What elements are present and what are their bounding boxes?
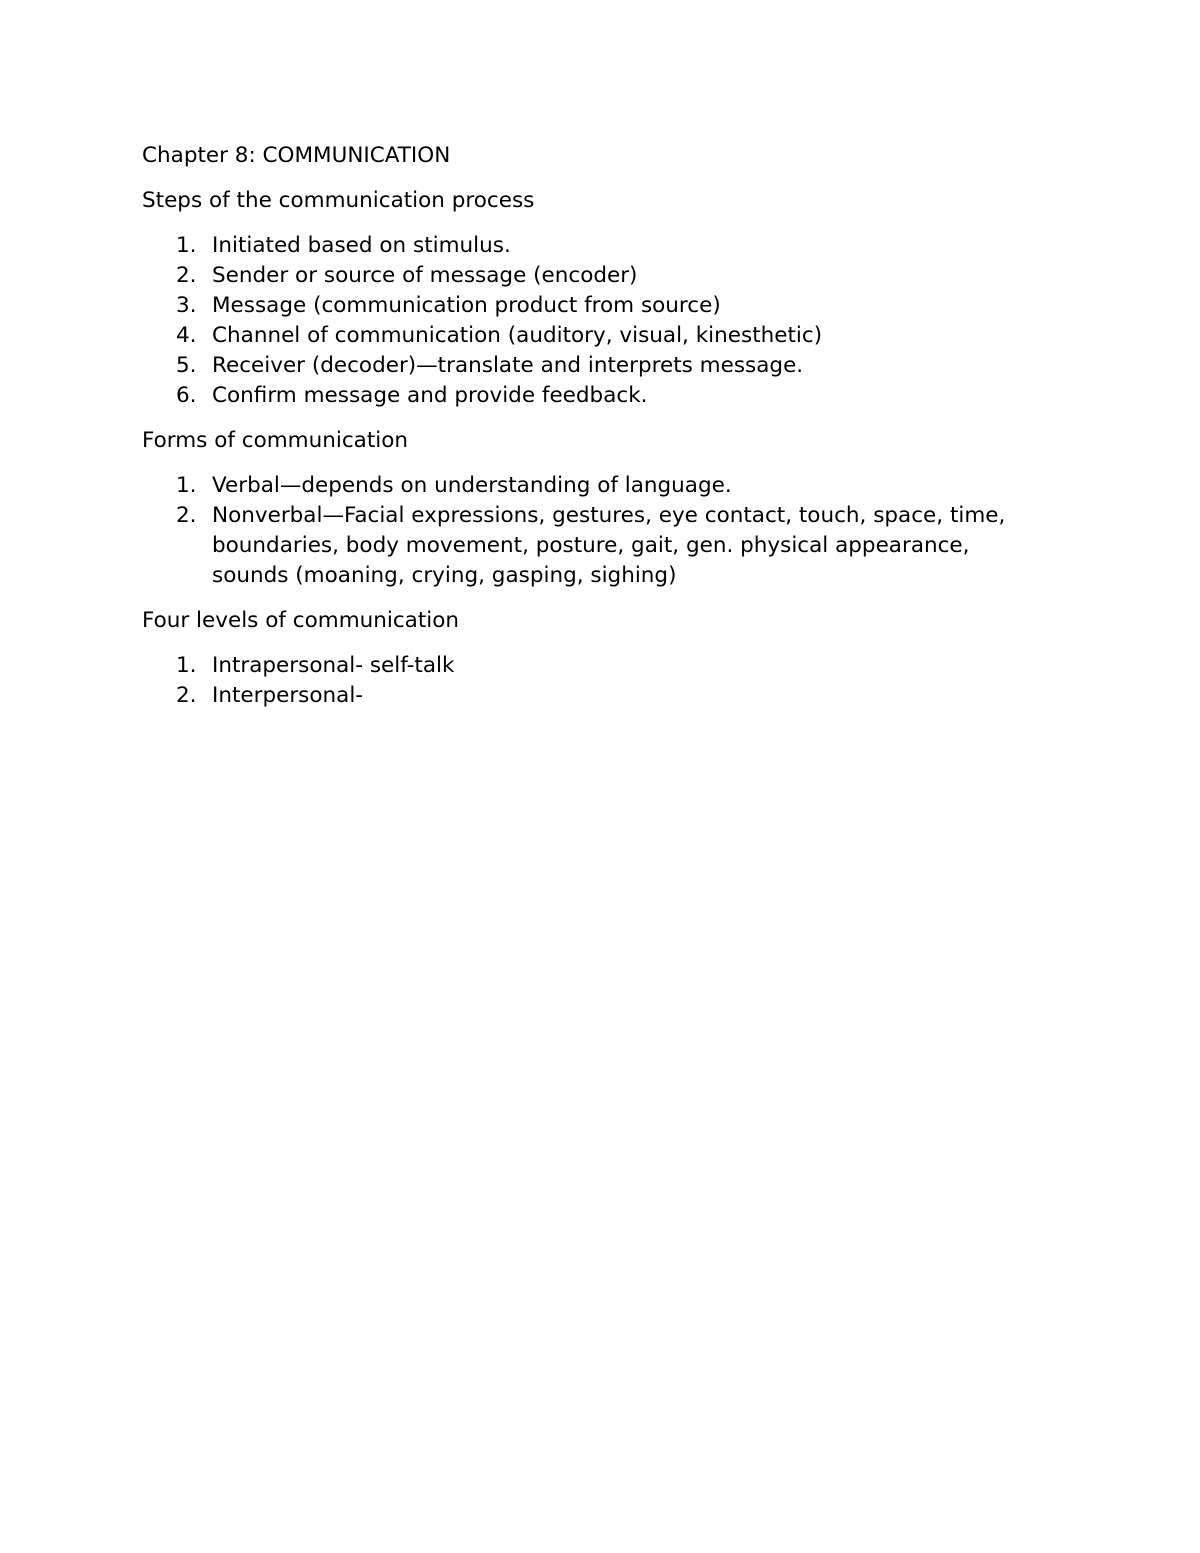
list-item-text: Message (communication product from source) (212, 293, 721, 318)
list-item-number: 2. (176, 263, 197, 288)
list-item-text: Receiver (decoder)—translate and interprets message. (212, 353, 804, 378)
list-item-number: 1. (176, 473, 197, 498)
list-item-text: Initiated based on stimulus. (212, 233, 511, 258)
list-item-text: Intrapersonal- self-talk (212, 653, 455, 678)
list-item-number: 4. (176, 323, 197, 348)
section-heading: Steps of the communication process (142, 188, 535, 213)
list-item (142, 261, 1042, 291)
list-item-number: 3. (176, 293, 197, 318)
list-item-text: Sender or source of message (encoder) (212, 263, 638, 288)
numbered-list (142, 471, 1042, 591)
list-item (142, 291, 1042, 321)
list-item-text: Confirm message and provide feedback. (212, 383, 648, 408)
list-item (142, 651, 1042, 681)
list-item (142, 321, 1042, 351)
list-item-number: 5. (176, 353, 197, 378)
document-title: Chapter 8: COMMUNICATION (142, 143, 451, 168)
list-item-text: Channel of communication (auditory, visual, kinesthetic) (212, 323, 823, 348)
list-item-text: Verbal—depends on understanding of language. (212, 473, 732, 498)
list-item-number: 1. (176, 233, 197, 258)
section-heading: Four levels of communication (142, 608, 460, 633)
list-item (142, 351, 1042, 381)
list-item-text: Interpersonal- (212, 683, 364, 708)
numbered-list (142, 231, 1042, 411)
list-item (142, 471, 1042, 501)
list-item (142, 501, 1042, 591)
list-item-number: 1. (176, 653, 197, 678)
document-content (142, 141, 1042, 726)
numbered-list (142, 651, 1042, 711)
section-heading: Forms of communication (142, 428, 409, 453)
list-item-number: 2. (176, 503, 197, 528)
list-item-number: 2. (176, 683, 197, 708)
list-item (142, 231, 1042, 261)
list-item-text: Nonverbal—Facial expressions, gestures, eye contact, touch, space, time, boundaries, body movement, posture, gait, gen. physical appearance, sounds (moaning, crying, gasping, sighing) (212, 503, 1006, 588)
list-item (142, 381, 1042, 411)
list-item-number: 6. (176, 383, 197, 408)
list-item (142, 681, 1042, 711)
